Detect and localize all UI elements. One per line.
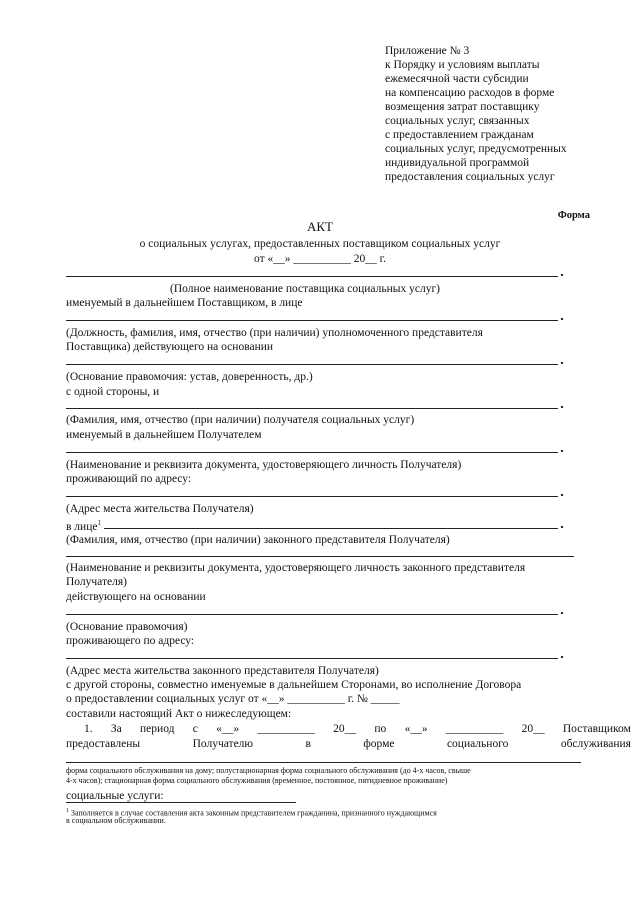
recipient-address-line bbox=[66, 496, 558, 497]
recipient-named: именуемый в дальнейшем Получателем bbox=[66, 429, 262, 441]
legal-rep-address-line bbox=[66, 658, 558, 659]
item-word: предоставлены bbox=[66, 738, 141, 750]
line-end-dot bbox=[561, 450, 563, 452]
line-end-dot bbox=[561, 656, 563, 658]
annex-block bbox=[385, 44, 625, 184]
annex-line: Приложение № 3 bbox=[385, 45, 470, 57]
item-word: с bbox=[192, 723, 198, 735]
residing-at-text: проживающий по адресу: bbox=[66, 473, 192, 485]
authority-caption: (Основание правомочия: устав, доверенность, др.) bbox=[66, 371, 313, 383]
item-word: социального bbox=[446, 738, 509, 750]
line-end-dot bbox=[561, 274, 563, 276]
item-word: «__» bbox=[216, 723, 240, 735]
document-subtitle: о социальных услугах, предоставленных поставщиком социальных услуг bbox=[139, 238, 501, 250]
item-word: За bbox=[110, 723, 122, 735]
item-1-line-1 bbox=[66, 722, 631, 736]
annex-line: к Порядку и условиям выплаты bbox=[385, 59, 540, 71]
one-side-text: с одной стороны, и bbox=[66, 386, 160, 398]
provider-name-line bbox=[66, 276, 558, 277]
forms-note-2: 4-х часов); стационарная форма социального обслуживания (временное, постоянное, пятидневное проживание) bbox=[66, 776, 448, 785]
line-end-dot bbox=[561, 526, 563, 528]
annex-line: на компенсацию расходов в форме bbox=[385, 87, 555, 99]
residing-at-text-2: проживающего по адресу: bbox=[66, 635, 195, 647]
document-date-line: от «__» __________ 20__ г. bbox=[254, 253, 386, 265]
item-1-line-2 bbox=[66, 737, 631, 751]
document-title: АКТ bbox=[307, 219, 333, 234]
annex-line: возмещения затрат поставщику bbox=[385, 101, 540, 113]
footnote-separator bbox=[66, 802, 296, 803]
item-word: 1. bbox=[84, 723, 93, 735]
item-word: __________ bbox=[445, 723, 504, 735]
legal-rep-document-caption-cont: Получателя) bbox=[66, 576, 127, 588]
legal-rep-document-line bbox=[66, 556, 574, 557]
provider-named: именуемый в дальнейшем Поставщиком, в лице bbox=[66, 297, 303, 309]
footnote-ref: 1 bbox=[97, 519, 101, 527]
line-end-dot bbox=[561, 612, 563, 614]
legal-rep-caption: (Фамилия, имя, отчество (при наличии) законного представителя Получателя) bbox=[66, 534, 450, 546]
forms-note-1: форма социального обслуживания на дому; полустационарная форма социального обслуживания (до 4-х часов, свыше bbox=[66, 766, 471, 775]
line-end-dot bbox=[561, 406, 563, 408]
item-word: по bbox=[374, 723, 387, 735]
item-word: период bbox=[140, 723, 175, 735]
item-word: __________ bbox=[257, 723, 315, 735]
item-word: Поставщиком bbox=[562, 723, 631, 735]
item-word: в bbox=[305, 738, 311, 750]
annex-line: социальных услуг, предусмотренных bbox=[385, 143, 567, 155]
annex-line: индивидуальной программой bbox=[385, 157, 530, 169]
item-word: 20__ bbox=[521, 723, 545, 735]
representative-line bbox=[66, 320, 558, 321]
contract-line: о предоставлении социальных услуг от «__» __________ г. № _____ bbox=[66, 693, 400, 705]
annex-line: ежемесячной части субсидии bbox=[385, 73, 529, 85]
legal-rep-name-line bbox=[104, 528, 558, 529]
acting-on-basis-text: действующего на основании bbox=[66, 591, 206, 603]
recipient-document-caption: (Наименование и реквизита документа, удостоверяющего личность Получателя) bbox=[66, 459, 462, 471]
item-word: форме bbox=[363, 738, 395, 750]
representative-caption: (Должность, фамилия, имя, отчество (при наличии) уполномоченного представителя bbox=[66, 327, 483, 339]
recipient-address-caption: (Адрес места жительства Получателя) bbox=[66, 503, 254, 515]
item-word: обслуживания bbox=[560, 738, 631, 750]
in-person-text bbox=[66, 516, 101, 534]
line-end-dot bbox=[561, 318, 563, 320]
recipient-caption: (Фамилия, имя, отчество (при наличии) получателя социальных услуг) bbox=[66, 414, 415, 426]
authority-line bbox=[66, 364, 558, 365]
legal-rep-document-caption: (Наименование и реквизиты документа, удостоверяющего личность законного представителя bbox=[66, 562, 526, 574]
line-end-dot bbox=[561, 494, 563, 496]
recipient-name-line bbox=[66, 408, 558, 409]
footnote-text-1: Заполняется в случае составления акта законным представителем гражданина, признанного нуждающимся bbox=[71, 808, 437, 818]
item-word: Получателю bbox=[192, 738, 254, 750]
services-label: социальные услуги: bbox=[66, 790, 164, 802]
recipient-document-line bbox=[66, 452, 558, 453]
in-person-label: в лице bbox=[66, 520, 98, 533]
item-word: «__» bbox=[404, 723, 428, 735]
legal-rep-authority-line bbox=[66, 614, 558, 615]
form-label: Форма bbox=[557, 210, 590, 221]
item-word: 20__ bbox=[333, 723, 357, 735]
other-side-text: с другой стороны, совместно именуемые в дальнейшем Сторонами, во исполнение Договора bbox=[66, 679, 522, 691]
legal-rep-authority-caption: (Основание правомочия) bbox=[66, 621, 188, 633]
footnote-text-2: в социальном обслуживании. bbox=[66, 816, 166, 825]
line-end-dot bbox=[561, 362, 563, 364]
legal-rep-address-caption: (Адрес места жительства законного представителя Получателя) bbox=[66, 665, 379, 677]
representative-caption-cont: Поставщика) действующего на основании bbox=[66, 341, 274, 353]
footnote-mark: 1 bbox=[66, 808, 69, 814]
annex-line: с предоставлением гражданам bbox=[385, 129, 534, 141]
forms-line bbox=[66, 762, 581, 763]
provider-caption: (Полное наименование поставщика социальных услуг) bbox=[170, 283, 441, 295]
annex-line: предоставления социальных услуг bbox=[385, 171, 555, 183]
annex-line: социальных услуг, связанных bbox=[385, 115, 530, 127]
compiled-text: составили настоящий Акт о нижеследующем: bbox=[66, 708, 292, 720]
